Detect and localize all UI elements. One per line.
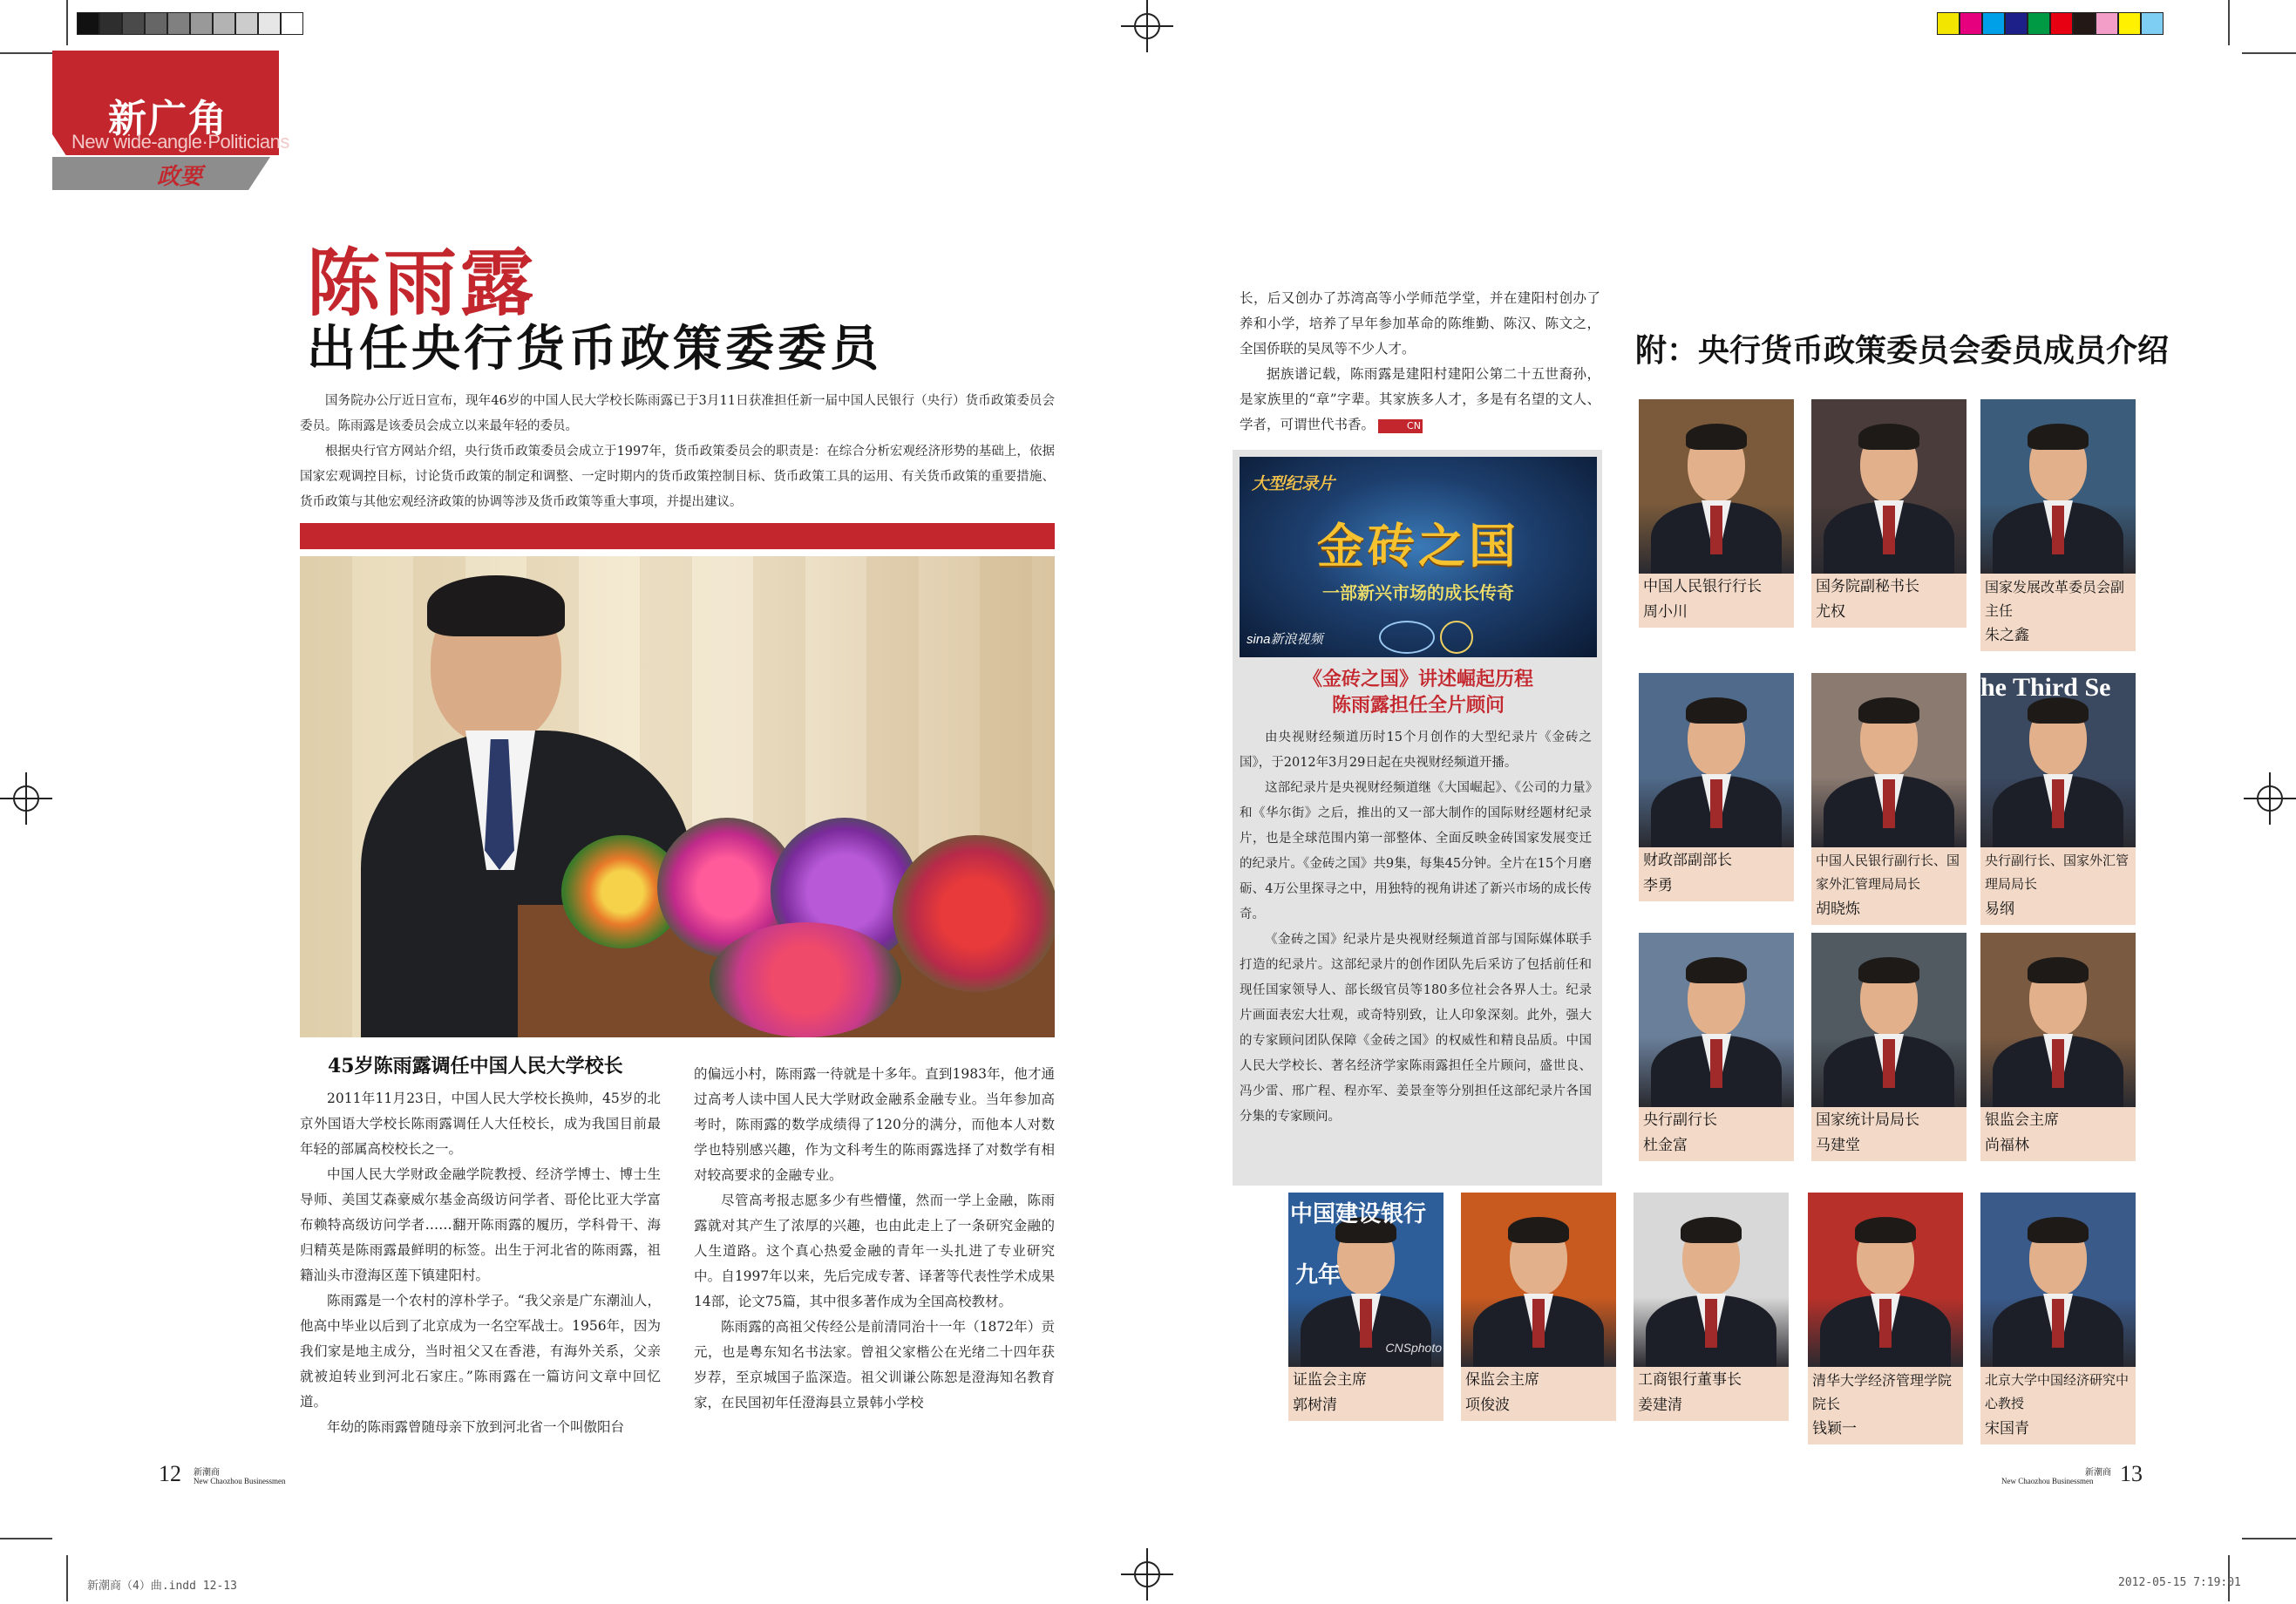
gray-color-bar (77, 12, 303, 35)
banner-title: 金砖之国 (1317, 519, 1519, 574)
portrait-tie (2052, 1299, 2064, 1348)
member-portrait (1980, 933, 2136, 1107)
member-portrait (1811, 399, 1967, 574)
committee-member-card (1634, 1193, 1789, 1421)
gray-swatch (77, 12, 99, 35)
gray-swatch (281, 12, 303, 35)
member-portrait (1639, 399, 1794, 574)
folio-right-mag-en: New Chaozhou Businessmen (2001, 1477, 2094, 1485)
portrait-hair (1855, 1217, 1916, 1243)
committee-member-card (1639, 673, 1794, 901)
portrait-hair (1681, 1217, 1742, 1243)
portrait-tie (1705, 1299, 1717, 1348)
article-column-2 (694, 1062, 1055, 1416)
member-portrait (1980, 1193, 2136, 1367)
headline-name: 陈雨露 (307, 240, 538, 326)
article-column-3 (1240, 286, 1600, 438)
member-portrait (1980, 399, 2136, 574)
red-divider-bar (300, 523, 1055, 549)
member-name: 朱之鑫 (1985, 627, 2029, 644)
crop-mark (2242, 52, 2296, 54)
member-name: 易纲 (1985, 901, 2014, 918)
member-portrait (1980, 673, 2136, 847)
committee-heading: 附：央行货币政策委员会委员成员介绍 (1635, 332, 2170, 369)
portrait-hair (1686, 697, 1747, 724)
member-portrait (1634, 1193, 1789, 1367)
portrait-hair (1686, 424, 1747, 450)
portrait-tie (1710, 779, 1722, 828)
member-portrait (1639, 933, 1794, 1107)
sidebar-title-line2: 陈雨露担任全片顾问 (1331, 694, 1505, 717)
member-portrait (1461, 1193, 1616, 1367)
member-title: 国家统计局局长 (1816, 1111, 1919, 1129)
gray-swatch (258, 12, 281, 35)
color-swatch (2073, 12, 2096, 35)
member-name: 李勇 (1643, 877, 1673, 894)
member-name: 钱颖一 (1812, 1420, 1857, 1437)
member-title: 央行副行长 (1643, 1111, 1717, 1129)
portrait-hair (1858, 957, 1919, 983)
sidebar-paragraph: 由央视财经频道历时15个月创作的大型纪录片《金砖之国》，于2012年3月29日起在央视财经频道开播。 (1240, 731, 1592, 770)
portrait-hair (2028, 424, 2089, 450)
body-paragraph: 年幼的陈雨露曾随母亲下放到河北省一个叫傲阳台 (327, 1419, 625, 1435)
documentary-banner (1240, 457, 1597, 657)
body-paragraph: 尽管高考报志愿多少有些懵懂，然而一学上金融，陈雨露就对其产生了浓厚的兴趣，也由此走上了一条研究金融的人生道路。这个真心热爱金融的青年一头扎进了专业研究中。自1997年以来，先后完成专著、译著等代表性学术成果14部，论文75篇，其中很多著作成为全国高校教材。 (694, 1193, 1055, 1309)
body-paragraph: 陈雨露是一个农村的淳朴学子。“我父亲是广东潮汕人，他高中毕业以后到了北京成为一名空军战士。1956年，因为我们家是地主成分，当时祖父又在香港，有海外关系，父亲就被迫转业到河北石家庄。”陈雨露在一篇访问文章中回忆道。 (300, 1293, 661, 1410)
member-portrait (1811, 673, 1967, 847)
portrait-hair (2028, 1217, 2089, 1243)
gray-swatch (235, 12, 258, 35)
photo-backdrop-text: he Third Se (1980, 673, 2111, 702)
page-number-left: 12 (159, 1461, 181, 1486)
member-title: 国务院副秘书长 (1816, 578, 1919, 595)
member-name: 尚福林 (1985, 1137, 2029, 1154)
committee-member-card (1811, 673, 1967, 925)
member-name: 周小川 (1643, 603, 1688, 621)
portrait-tie (1879, 1299, 1892, 1348)
sidebar-paragraph: 《金砖之国》纪录片是央视财经频道首部与国际媒体联手打造的纪录片。这部纪录片的创作团队先后采访了包括前任和现任国家领导人、部长级官员等180多位社会各界人士。纪录片画面表宏大壮观，或奇特别致，让人印象深刻。此外，强大的专家顾问团队保障《金砖之国》的权威性和精良品质。中国人民大学校长、著名经济学家陈雨露担任全片顾问，盛世良、冯少雷、邢广程、程亦军、姜景奎等分别担任这部纪录片各国分集的专家顾问。 (1240, 933, 1592, 1124)
member-title: 央行副行长、国家外汇管理局局长 (1985, 853, 2130, 892)
member-name: 马建堂 (1816, 1137, 1860, 1154)
member-title: 财政部副部长 (1643, 852, 1732, 869)
gray-swatch (213, 12, 235, 35)
member-portrait (1639, 673, 1794, 847)
photo-backdrop-text: 中国建设银行 (1290, 1201, 1427, 1227)
color-swatch (2118, 12, 2141, 35)
crop-mark (2242, 1538, 2296, 1539)
file-info-right: 2012-05-15 7:19:01 (2118, 1576, 2241, 1589)
committee-member-card (1980, 673, 2136, 925)
portrait-tie (1883, 1039, 1895, 1088)
body-paragraph (1240, 362, 1600, 438)
committee-member-card (1808, 1193, 1963, 1444)
body-paragraph-text: 据族谱记载，陈雨露是建阳村建阳公第二十五世裔孙，是家族里的“章”字辈。其家族多人才，多是有名望的文人、学者，可谓世代书香。 (1240, 366, 1600, 432)
member-title: 工商银行董事长 (1638, 1371, 1742, 1389)
registration-mark-bottom (1121, 1548, 1173, 1601)
color-swatch (1960, 12, 1982, 35)
registration-mark-top (1121, 0, 1173, 52)
registration-mark-right (2244, 772, 2296, 825)
lead-paragraph: 国务院办公厅近日宣布，现年46岁的中国人民大学校长陈雨露已于3月11日获准担任新一届中国人民银行（央行）货币政策委员会委员。陈雨露是该委员会成立以来最年轻的委员。 (300, 394, 1055, 433)
gray-swatch (145, 12, 167, 35)
portrait-tie (1360, 1299, 1372, 1348)
committee-member-card (1811, 399, 1967, 628)
committee-member-card (1639, 933, 1794, 1161)
color-swatch (1937, 12, 1960, 35)
cctv-logo-icon (1379, 621, 1435, 654)
gray-swatch (190, 12, 213, 35)
committee-member-card (1980, 399, 2136, 651)
section-title: 新广角 (108, 97, 228, 141)
sidebar-paragraph: 这部纪录片是央视财经频道继《大国崛起》、《公司的力量》和《华尔街》之后，推出的又一部大制作的国际财经题材纪录片，也是全球范围内第一部整体、全面反映金砖国家发展变迁的纪录片。《金砖之国》共9集，每集45分钟。全片在15个月磨砺、4万公里探寻之中，用独特的视角讲述了新兴市场的成长传奇。 (1240, 781, 1592, 921)
member-title: 中国人民银行行长 (1643, 578, 1762, 595)
member-title: 银监会主席 (1985, 1111, 2059, 1129)
portrait-hair (2028, 957, 2089, 983)
folio-left-mag-en: New Chaozhou Businessmen (194, 1477, 286, 1485)
registration-mark-left (0, 772, 52, 825)
cctv-logo-icon (1440, 621, 1473, 654)
member-portrait (1808, 1193, 1963, 1367)
portrait-tie (1710, 1039, 1722, 1088)
member-portrait (1811, 933, 1967, 1107)
sidebar-body (1240, 725, 1592, 1130)
crop-mark (0, 52, 52, 54)
committee-member-card (1980, 933, 2136, 1161)
member-name: 杜金富 (1643, 1137, 1688, 1154)
member-name: 项俊波 (1465, 1397, 1510, 1414)
section-subtitle-cn: 政要 (157, 164, 203, 190)
member-portrait (1288, 1193, 1443, 1367)
member-title: 证监会主席 (1293, 1371, 1367, 1389)
article-column-1 (300, 1086, 661, 1440)
color-swatch (1982, 12, 2005, 35)
page-number-right: 13 (2120, 1461, 2143, 1486)
committee-member-card (1811, 933, 1967, 1161)
portrait-tie (2052, 779, 2064, 828)
member-title: 中国人民银行副行长、国家外汇管理局局长 (1816, 853, 1960, 892)
photo-watermark: CNSphoto (1385, 1341, 1442, 1355)
member-title: 北京大学中国经济研究中心教授 (1985, 1372, 2130, 1411)
portrait-hair (1858, 697, 1919, 724)
committee-member-card (1980, 1193, 2136, 1444)
headline-rest: 出任央行货币政策委委员 (307, 320, 882, 377)
portrait-hair (1508, 1217, 1569, 1243)
end-mark-icon: CN (1378, 419, 1423, 433)
gray-swatch (99, 12, 122, 35)
portrait-tie (1883, 506, 1895, 554)
photo-backdrop-text: 九年 (1295, 1262, 1342, 1288)
committee-member-card (1639, 399, 1794, 628)
color-swatch (2005, 12, 2028, 35)
portrait-tie (1532, 1299, 1545, 1348)
body-paragraph: 的偏远小村，陈雨露一待就是十多年。直到1983年，他才通过高考人读中国人民大学财政金融系金融专业。当年参加高考时，陈雨露的数学成绩得了120分的满分，而他本人对数学也特别感兴趣，作为文科考生的陈雨露选择了对数学有相对较高要求的金融专业。 (694, 1066, 1055, 1183)
body-paragraph: 陈雨露的高祖父传经公是前清同治十一年（1872年）贡元，也是粤东知名书法家。曾祖父家楷公在光绪二十四年获岁荐，至京城国子监深造。祖父训谦公陈恕是澄海知名教育家，在民国初年任澄海县立景韩小学校 (694, 1319, 1055, 1410)
committee-member-card (1288, 1193, 1443, 1421)
member-title: 清华大学经济管理学院院长 (1812, 1372, 1953, 1412)
member-name: 胡晓炼 (1816, 901, 1860, 918)
member-name: 姜建清 (1638, 1397, 1682, 1414)
portrait-tie (1883, 779, 1895, 828)
banner-tag: 大型纪录片 (1252, 474, 1335, 493)
body-paragraph: 2011年11月23日，中国人民大学校长换帅，45岁的北京外国语大学校长陈雨露调任人大任校长，成为我国目前最年轻的部属高校校长之一。 (300, 1091, 661, 1157)
file-info-left: 新潮商（4）曲.indd 12-13 (87, 1580, 237, 1593)
gray-swatch (167, 12, 190, 35)
portrait-hair (1686, 957, 1747, 983)
banner-subtitle: 一部新兴市场的成长传奇 (1322, 582, 1514, 603)
body-paragraph: 中国人民大学财政金融学院教授、经济学博士、博士生导师、美国艾森豪威尔基金高级访问学者、哥伦比亚大学富布赖特高级访问学者……翻开陈雨露的履历，学科骨干、海归精英是陈雨露最鲜明的标签。出生于河北省的陈雨露，祖籍汕头市澄海区莲下镇建阳村。 (300, 1166, 661, 1283)
portrait-tie (1710, 506, 1722, 554)
gray-swatch (122, 12, 145, 35)
crop-mark (66, 0, 68, 45)
color-swatch (2050, 12, 2073, 35)
member-title: 保监会主席 (1465, 1371, 1539, 1389)
committee-member-card (1461, 1193, 1616, 1421)
portrait-tie (2052, 1039, 2064, 1088)
banner-logo: sina新浪视频 (1246, 632, 1323, 647)
section-subtitle-en: New wide-angle·Politicians (71, 131, 289, 153)
article-lead (300, 389, 1055, 515)
main-photo-chen-yulu (300, 556, 1055, 1037)
crop-mark (66, 1555, 68, 1601)
member-name: 尤权 (1816, 603, 1845, 621)
lead-paragraph: 根据央行官方网站介绍，央行货币政策委员会成立于1997年，货币政策委员会的职责是：在综合分析宏观经济形势的基础上，依据国家宏观调控目标，讨论货币政策的制定和调整、一定时期内的货币政策控制目标、货币政策工具的运用、有关货币政策的重要措施、货币政策与其他宏观经济政策的协调等涉及货币政策等重大事项，并提出建议。 (300, 445, 1055, 509)
article-subhead: 45岁陈雨露调任中国人民大学校长 (328, 1055, 623, 1077)
folio-left-mag-cn: 新潮商 (194, 1468, 220, 1478)
folio-right-mag-cn: 新潮商 (2085, 1468, 2111, 1478)
color-swatch (2141, 12, 2164, 35)
crop-mark (2228, 0, 2230, 45)
sidebar-title-line1: 《金砖之国》讲述崛起历程 (1302, 668, 1533, 690)
portrait-tie (2052, 506, 2064, 554)
member-name: 宋国青 (1985, 1420, 2029, 1437)
cmyk-color-bar (1937, 12, 2164, 35)
member-title: 国家发展改革委员会副主任 (1985, 579, 2125, 619)
body-paragraph: 长，后又创办了苏湾高等小学师范学堂，并在建阳村创办了养和小学，培养了早年参加革命的陈维勤、陈汉、陈文之，全国侨联的吴凤等不少人才。 (1240, 290, 1600, 357)
member-name: 郭树清 (1293, 1397, 1337, 1414)
color-swatch (2028, 12, 2050, 35)
portrait-hair (1858, 424, 1919, 450)
crop-mark (0, 1538, 52, 1539)
color-swatch (2096, 12, 2118, 35)
